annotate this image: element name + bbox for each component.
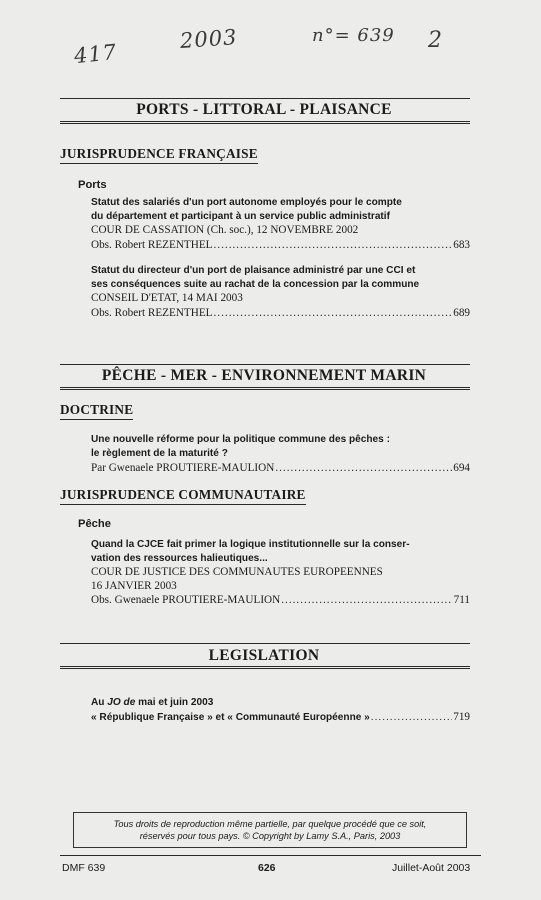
entry-page-number: 711 bbox=[453, 594, 470, 606]
entry-author-line bbox=[91, 593, 470, 607]
entry-page-number: 719 bbox=[453, 711, 470, 723]
copyright-line: Tous droits de reproduction même partielle, par quelque procédé que ce soit, bbox=[113, 819, 427, 829]
entry-author-line bbox=[91, 238, 470, 252]
subcategory-ports: Ports bbox=[78, 179, 107, 191]
entry-page-number: 694 bbox=[453, 462, 470, 474]
copyright-notice bbox=[73, 812, 467, 848]
section-divider-top bbox=[60, 98, 470, 99]
entry-court: COUR DE CASSATION (Ch. soc.), 12 NOVEMBRE 2002 bbox=[91, 224, 359, 236]
dot-leader bbox=[214, 238, 453, 252]
entry-author: Par Gwenaele PROUTIERE-MAULION bbox=[91, 462, 275, 474]
entry-court: COUR DE JUSTICE DES COMMUNAUTES EUROPEENNES bbox=[91, 566, 383, 578]
footer-journal-issue: DMF 639 bbox=[62, 862, 106, 874]
section-divider-top bbox=[60, 643, 470, 644]
toc-entry bbox=[91, 538, 470, 607]
toc-entry bbox=[91, 264, 470, 320]
entry-author-line bbox=[91, 306, 470, 320]
handwritten-annotation-number: n°= 639 bbox=[312, 25, 395, 46]
toc-entry bbox=[91, 433, 470, 475]
entry-author: Obs. Robert REZENTHEL bbox=[91, 238, 213, 251]
entry-title-line: vation des ressources halieutiques... bbox=[91, 553, 268, 564]
handwritten-annotation-year: 2003 bbox=[179, 25, 239, 53]
entry-title-line: Au JO de mai et juin 2003 bbox=[91, 697, 214, 708]
entry-court: CONSEIL D'ETAT, 14 MAI 2003 bbox=[91, 292, 243, 304]
section-divider-bottom bbox=[60, 387, 470, 390]
section-divider-bottom bbox=[60, 121, 470, 124]
section-divider-bottom bbox=[60, 666, 470, 669]
category-doctrine: DOCTRINE bbox=[60, 402, 133, 420]
entry-author: Obs. Robert REZENTHEL bbox=[91, 306, 213, 319]
footer-page-number: 626 bbox=[258, 862, 276, 874]
footer-date: Juillet-Août 2003 bbox=[392, 862, 471, 874]
entry-page-number: 689 bbox=[453, 306, 470, 319]
entry-page-number: 683 bbox=[453, 238, 470, 251]
subcategory-peche: Pêche bbox=[78, 518, 111, 530]
footer-divider bbox=[60, 855, 481, 856]
entry-court-date: 16 JANVIER 2003 bbox=[91, 579, 177, 592]
section-title-legislation: LEGISLATION bbox=[208, 647, 320, 664]
entry-author-line bbox=[91, 710, 470, 725]
section-title-ports: PORTS - LITTORAL - PLAISANCE bbox=[136, 101, 392, 118]
entry-title-line: Statut du directeur d'un port de plaisance administré par une CCI et bbox=[91, 265, 416, 276]
handwritten-annotation-417: 417 bbox=[72, 39, 119, 69]
category-jurisprudence-communautaire: JURISPRUDENCE COMMUNAUTAIRE bbox=[60, 487, 306, 505]
section-title-peche: PÊCHE - MER - ENVIRONNEMENT MARIN bbox=[101, 367, 427, 384]
dot-leader bbox=[281, 593, 452, 607]
dot-leader bbox=[371, 711, 452, 725]
dot-leader bbox=[275, 461, 452, 475]
copyright-line: réservés pour tous pays. © Copyright by Lamy S.A., Paris, 2003 bbox=[139, 831, 401, 841]
handwritten-annotation-page: 2 bbox=[428, 28, 443, 53]
dot-leader bbox=[214, 306, 453, 320]
toc-entry bbox=[91, 196, 470, 252]
entry-author: Obs. Gwenaele PROUTIERE-MAULION bbox=[91, 594, 281, 606]
entry-author-line bbox=[91, 461, 470, 475]
entry-title-line: Une nouvelle réforme pour la politique commune des pêches : bbox=[91, 434, 390, 445]
entry-title-line: Quand la CJCE fait primer la logique institutionnelle sur la conser- bbox=[91, 539, 410, 550]
section-divider-top bbox=[60, 364, 470, 365]
entry-title-line: Statut des salariés d'un port autonome employés pour le compte bbox=[91, 197, 402, 208]
entry-subtitle: « République Française » et « Communauté Européenne » bbox=[91, 712, 370, 723]
entry-title-line: du département et participant à un service public administratif bbox=[91, 211, 390, 222]
entry-title-line: le règlement de la maturité ? bbox=[91, 448, 228, 459]
toc-entry bbox=[91, 696, 470, 725]
category-jurisprudence-francaise: JURISPRUDENCE FRANÇAISE bbox=[60, 146, 258, 164]
entry-title-line: ses conséquences suite au rachat de la concession par la commune bbox=[91, 279, 420, 290]
